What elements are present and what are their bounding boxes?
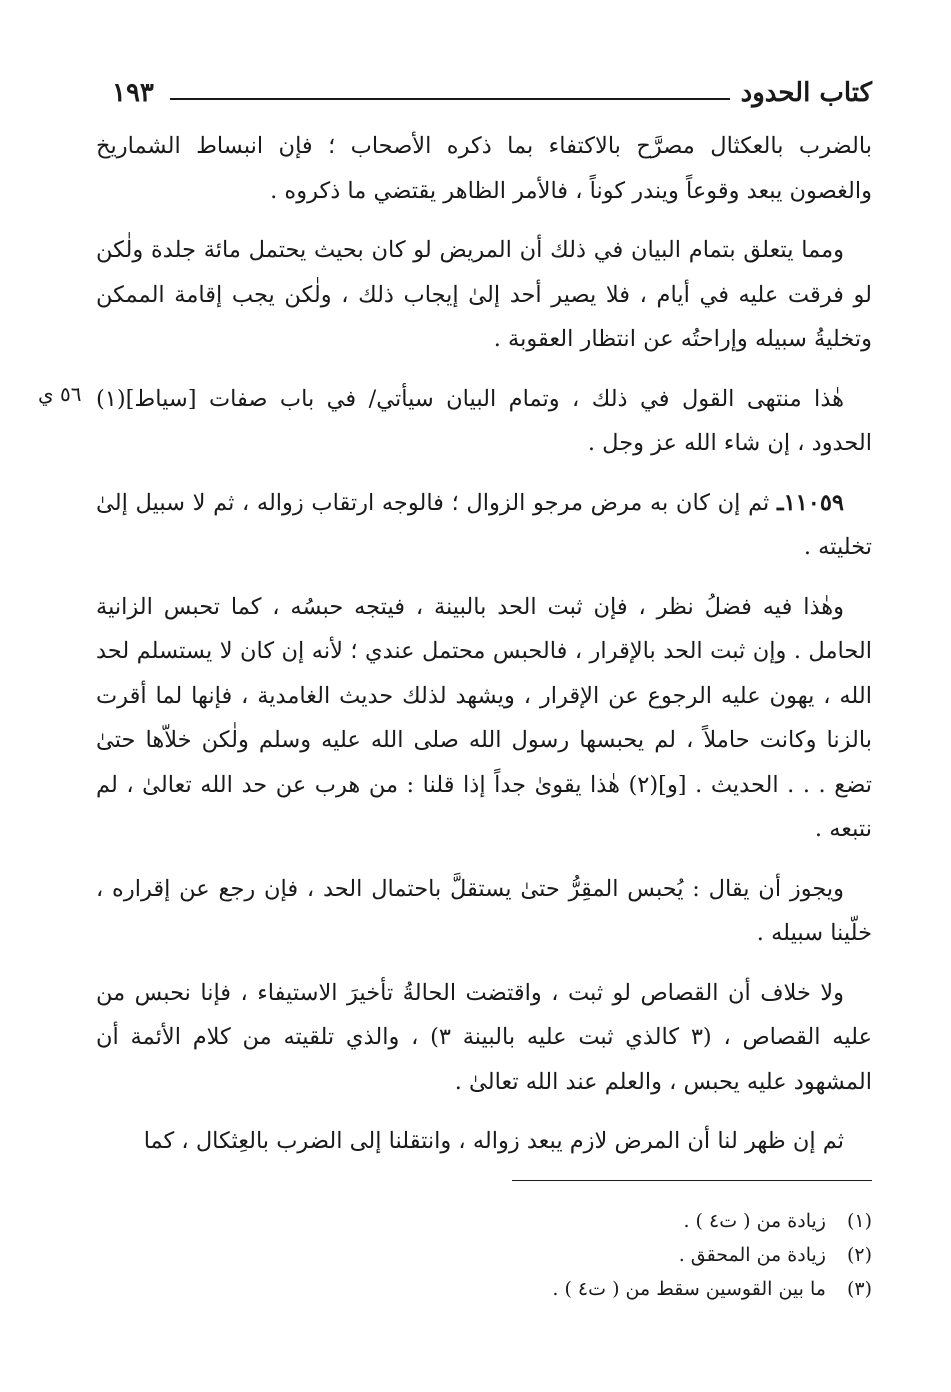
margin-note: ٥٦ ي	[38, 382, 82, 406]
paragraph	[96, 124, 872, 213]
paragraph-text: ثم إن كان به مرض مرجو الزوال ؛ فالوجه ارتقاب زواله ، ثم لا سبيل إلىٰ تخليته .	[96, 489, 872, 560]
paragraph-text: ومما يتعلق بتمام البيان في ذلك أن المريض لو كان بحيث يحتمل مائة جلدة ولٰكن لو فرقت عليه في أيام ، فلا يصير أحد إلىٰ إيجاب ذلك ، ولٰكن يجب إقامة الممكن وتخليةُ سبيله وإراحتُه عن انتظار العقوبة .	[96, 237, 872, 352]
paragraph	[96, 377, 872, 466]
footnote	[372, 1204, 872, 1238]
paragraph-text: ولا خلاف أن القصاص لو ثبت ، واقتضت الحالةُ تأخيرَ الاستيفاء ، فإنا نحبس من عليه القصاص ، (٣ كالذي ثبت عليه بالبينة ٣) ، والذي تلقيته من كلام الأئمة أن المشهود عليه يحبس ، والعلم عند الله تعالىٰ .	[96, 979, 872, 1095]
footnote-number: (٢)	[846, 1244, 872, 1266]
page-title: كتاب الحدود	[740, 78, 872, 108]
page-header	[112, 74, 872, 114]
header-rule	[170, 98, 730, 100]
paragraph-text: وهٰذا فيه فضلُ نظر ، فإن ثبت الحد بالبينة ، فيتجه حبسُه ، كما تحبس الزانية الحامل . وإن ثبت الحد بالإقرار ، فالحبس محتمل عندي ؛ لأنه إن كان لا يستسلم لحد الله ، يهون عليه الرجوع عن الإقرار ، ويشهد لذلك حديث الغامدية ، فإنها لما أقرت بالزنا وكانت حاملاً ، لم يحبسها رسول الله صلى الله عليه وسلم ولٰكن خلاّها حتىٰ تضع . . . الحديث . [و](٢) هٰذا يقوىٰ جداً إذا قلنا : من هرب عن حد الله تعالىٰ ، لم نتبعه .	[96, 593, 872, 842]
footnote	[372, 1238, 872, 1272]
footnotes	[372, 1204, 872, 1306]
page-body	[96, 124, 872, 1179]
paragraph	[96, 228, 872, 362]
footnote-number: (١)	[846, 1210, 872, 1232]
paragraph	[96, 1119, 872, 1164]
footnote	[372, 1272, 872, 1306]
footnote-rule	[512, 1180, 872, 1181]
paragraph-text: هٰذا منتهى القول في ذلك ، وتمام البيان سيأتي/ في باب صفات [سياط](١) الحدود ، إن شاء الله عز وجل .	[96, 385, 872, 456]
page-number: ١٩٣	[112, 78, 154, 108]
paragraph	[96, 481, 872, 570]
paragraph	[96, 867, 872, 956]
footnote-text: زيادة من ( ت٤ ) .	[683, 1210, 826, 1232]
footnote-number: (٣)	[846, 1278, 872, 1300]
footnote-text: ما بين القوسين سقط من ( ت٤ ) .	[552, 1278, 826, 1300]
paragraph-number: ١١٠٥٩ـ	[776, 489, 845, 516]
paragraph	[96, 971, 872, 1105]
footnote-text: زيادة من المحقق .	[678, 1244, 826, 1266]
paragraph-text: ثم إن ظهر لنا أن المرض لازم يبعد زواله ، وانتقلنا إلى الضرب بالعِثكال ، كما	[143, 1128, 844, 1154]
paragraph	[96, 585, 872, 852]
paragraph-text: ويجوز أن يقال : يُحبس المقِرُّ حتىٰ يستقلَّ باحتمال الحد ، فإن رجع عن إقراره ، خلّينا سبيله .	[96, 875, 872, 946]
paragraph-text: بالضرب بالعكثال مصرَّح بالاكتفاء بما ذكره الأصحاب ؛ فإن انبساط الشماريخ والغصون يبعد وقوعاً ويندر كوناً ، فالأمر الظاهر يقتضي ما ذكروه .	[96, 133, 872, 204]
